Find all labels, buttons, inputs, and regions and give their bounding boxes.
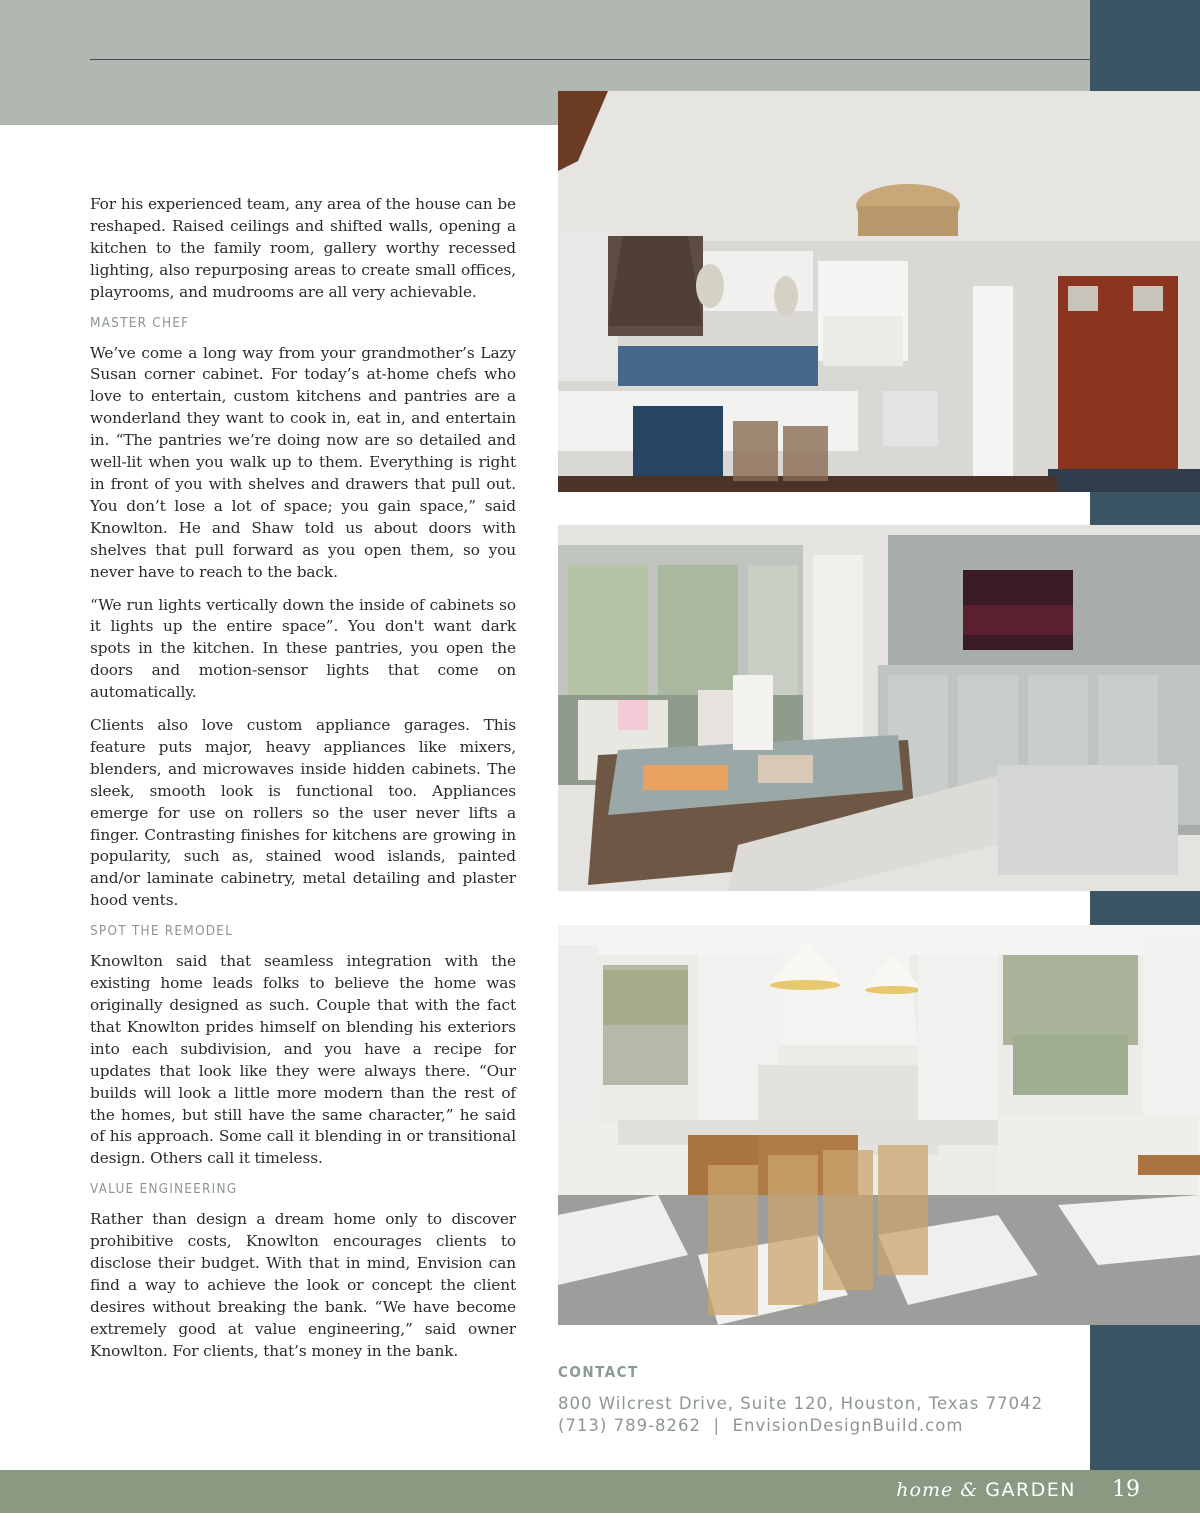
section-heading-spot-the-remodel: SPOT THE REMODEL xyxy=(90,923,234,940)
article-column xyxy=(90,194,516,1374)
kitchen-photo-checkered-floor xyxy=(558,925,1200,1325)
contact-phone-website: (713) 789-8262 | EnvisionDesignBuild.com xyxy=(558,1416,964,1435)
master-chef-paragraph-3: Clients also love custom appliance garages. This feature puts major, heavy appliances like mixers, blenders, and microwaves inside hidden cabinets. The sleek, smooth look is functional too. Appliances emerge for use on rollers so the user never lifts a finger. Contrasting finishes for kitchens are growing in popularity, such as, stained wood islands, painted and/or laminate cabinetry, metal detailing and plaster hood vents. xyxy=(90,716,516,910)
living-room-photo xyxy=(558,525,1200,891)
brand-home: home xyxy=(896,1479,954,1501)
brand-ampersand: & xyxy=(960,1479,979,1501)
intro-paragraph: For his experienced team, any area of the house can be reshaped. Raised ceilings and shifted walls, opening a kitchen to the family room, gallery worthy recessed lighting, also repurposing areas to create small offices, playrooms, and mudrooms are all very achievable. xyxy=(90,195,516,301)
contact-title: CONTACT xyxy=(558,1363,639,1381)
contact-address: 800 Wilcrest Drive, Suite 120, Houston, Texas 77042 xyxy=(558,1394,1044,1413)
master-chef-paragraph-1: We’ve come a long way from your grandmother’s Lazy Susan corner cabinet. For today’s at-home chefs who love to entertain, custom kitchens and pantries are a wonderland they want to cook in, eat in, and entertain in. “The pantries we’re doing now are so detailed and well-lit when you walk up to them. Everything is right in front of you with shelves and drawers that pull out. You don’t lose a lot of space; you gain space,” said Knowlton. He and Shaw told us about doors with shelves that pull forward as you open them, so you never have to reach to the back. xyxy=(90,343,516,581)
page-number: 19 xyxy=(1112,1477,1140,1502)
value-engineering-paragraph: Rather than design a dream home only to discover prohibitive costs, Knowlton encourages clients to disclose their budget. With that in mind, Envision can find a way to achieve the look or concept the client desires without breaking the bank. “We have become extremely good at value engineering,” said owner Knowlton. For clients, that’s money in the bank. xyxy=(90,1210,516,1360)
spot-the-remodel-paragraph: Knowlton said that seamless integration with the existing home leads folks to believe the home was originally designed as such. Couple that with the fact that Knowlton prides himself on blending his exteriors into each subdivision, and you have a recipe for updates that look like they were always there. “Our builds will look a little more modern than the rest of the homes, but still have the same character,” he said of his approach. Some call it blending in or transitional design. Others call it timeless. xyxy=(90,952,516,1168)
section-heading-value-engineering: VALUE ENGINEERING xyxy=(90,1181,238,1198)
brand-garden: GARDEN xyxy=(985,1479,1076,1501)
section-heading-master-chef: MASTER CHEF xyxy=(90,314,190,331)
master-chef-paragraph-2: “We run lights vertically down the inside of cabinets so it lights up the entire space”. You don't want dark spots in the kitchen. In these pantries, you open the doors and motion-sensor lights that come on automatically. xyxy=(90,595,516,702)
contact-block xyxy=(558,1363,1078,1437)
page-footer xyxy=(0,1470,1200,1513)
header-rule xyxy=(90,59,1120,60)
kitchen-photo-navy-island xyxy=(558,91,1200,492)
magazine-brand xyxy=(896,1479,1076,1501)
